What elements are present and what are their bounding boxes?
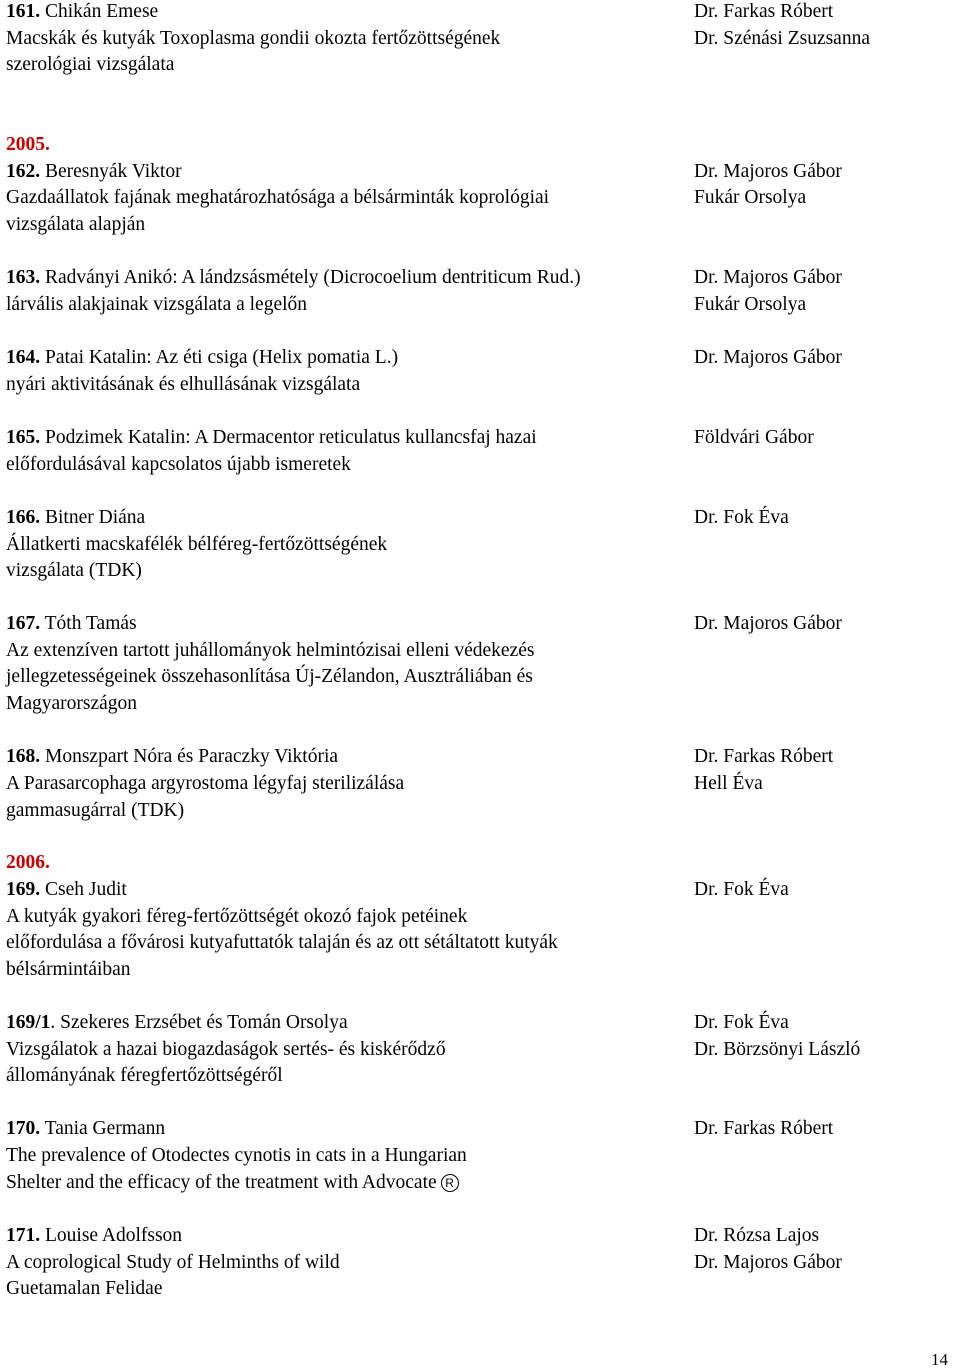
entry-164-supervisor-1: Dr. Majoros Gábor <box>694 347 842 368</box>
entry-168-supervisor-2: Hell Éva <box>694 773 763 794</box>
entry-169-title-1: A kutyák gyakori féreg-fertőzöttségét okozó fajok petéinek <box>6 906 468 927</box>
entry-164-title-1: nyári aktivitásának és elhullásának vizsgálata <box>6 374 361 395</box>
entry-169-1-supervisor-1: Dr. Fok Éva <box>694 1012 789 1033</box>
entry-166-title-2: vizsgálata (TDK) <box>6 560 142 581</box>
entry-169-1-title-1: Vizsgálatok a hazai biogazdaságok sertés- és kiskérődző <box>6 1039 446 1060</box>
entry-167-supervisor-1: Dr. Majoros Gábor <box>694 613 842 634</box>
entry-163-heading: 163. Radványi Anikó: A lándzsásmétely (Dicrocoelium dentriticum Rud.) <box>6 267 581 288</box>
entry-169-supervisor-1: Dr. Fok Éva <box>694 879 789 900</box>
entry-164-heading: 164. Patai Katalin: Az éti csiga (Helix pomatia L.) <box>6 347 399 368</box>
entry-162-heading: 162. Beresnyák Viktor <box>6 161 182 182</box>
entry-166-supervisor-1: Dr. Fok Éva <box>694 507 789 528</box>
entry-167-title-3: Magyarországon <box>6 693 138 714</box>
entry-168-title-1: A Parasarcophaga argyrostoma légyfaj sterilizálása <box>6 773 405 794</box>
entry-170-title-1: The prevalence of Otodectes cynotis in cats in a Hungarian <box>6 1145 467 1166</box>
entry-163-supervisor-1: Dr. Majoros Gábor <box>694 267 842 288</box>
entry-163-title-1: lárvális alakjainak vizsgálata a legelőn <box>6 294 308 315</box>
entry-170-supervisor-1: Dr. Farkas Róbert <box>694 1118 834 1139</box>
entry-171-title-2: Guetamalan Felidae <box>6 1278 163 1299</box>
entry-162-title-1: Gazdaállatok fajának meghatározhatósága a bélsárminták koprológiai <box>6 187 550 208</box>
entry-167-heading: 167. Tóth Tamás <box>6 613 137 634</box>
entry-167-title-2: jellegzetességeinek összehasonlítása Új-Zélandon, Ausztráliában és <box>6 666 533 687</box>
entry-162-supervisor-1: Dr. Majoros Gábor <box>694 161 842 182</box>
entry-171-title-1: A coprological Study of Helminths of wild <box>6 1252 340 1273</box>
entry-162-title-2: vizsgálata alapján <box>6 214 146 235</box>
entry-162-supervisor-2: Fukár Orsolya <box>694 187 807 208</box>
entry-166-heading: 166. Bitner Diána <box>6 507 146 528</box>
entry-171-supervisor-1: Dr. Rózsa Lajos <box>694 1225 820 1246</box>
entry-169-heading: 169. Cseh Judit <box>6 879 127 900</box>
entry-161-heading: 161. Chikán Emese <box>6 1 159 22</box>
entry-169-1-heading: 169/1. Szekeres Erzsébet és Tomán Orsolya <box>6 1012 348 1033</box>
year-heading-2006: 2006. <box>6 852 50 873</box>
page-number: 14 <box>931 1350 948 1369</box>
entry-165-supervisor-1: Földvári Gábor <box>694 427 814 448</box>
entry-169-1-supervisor-2: Dr. Börzsönyi László <box>694 1039 861 1060</box>
entry-163-supervisor-2: Fukár Orsolya <box>694 294 807 315</box>
entry-165-heading: 165. Podzimek Katalin: A Dermacentor reticulatus kullancsfaj hazai <box>6 427 537 448</box>
entry-161-supervisor-1: Dr. Farkas Róbert <box>694 1 834 22</box>
entry-168-heading: 168. Monszpart Nóra és Paraczky Viktória <box>6 746 339 767</box>
entry-171-heading: 171. Louise Adolfsson <box>6 1225 183 1246</box>
entry-170-heading: 170. Tania Germann <box>6 1118 166 1139</box>
entry-167-title-1: Az extenzíven tartott juhállományok helmintózisai elleni védekezés <box>6 640 535 661</box>
entry-165-title-1: előfordulásával kapcsolatos újabb ismeretek <box>6 454 351 475</box>
entry-170-title-2: Shelter and the efficacy of the treatment with Advocate R <box>6 1169 459 1196</box>
entry-171-supervisor-2: Dr. Majoros Gábor <box>694 1252 842 1273</box>
entry-168-supervisor-1: Dr. Farkas Róbert <box>694 746 834 767</box>
entry-161-title-2: szerológiai vizsgálata <box>6 54 175 75</box>
entry-168-title-2: gammasugárral (TDK) <box>6 800 185 821</box>
entry-166-title-1: Állatkerti macskafélék bélféreg-fertőzöttségének <box>6 534 388 555</box>
entry-169-title-2: előfordulása a fővárosi kutyafuttatók talaján és az ott sétáltatott kutyák <box>6 932 558 953</box>
registered-trademark-icon: R <box>441 1174 459 1192</box>
entry-169-title-3: bélsármintáiban <box>6 959 131 980</box>
year-heading-2005: 2005. <box>6 134 50 155</box>
entry-161-title-1: Macskák és kutyák Toxoplasma gondii okozta fertőzöttségének <box>6 28 501 49</box>
entry-169-1-title-2: állományának féregfertőzöttségéről <box>6 1065 283 1086</box>
entry-161-supervisor-2: Dr. Szénási Zsuzsanna <box>694 28 870 49</box>
